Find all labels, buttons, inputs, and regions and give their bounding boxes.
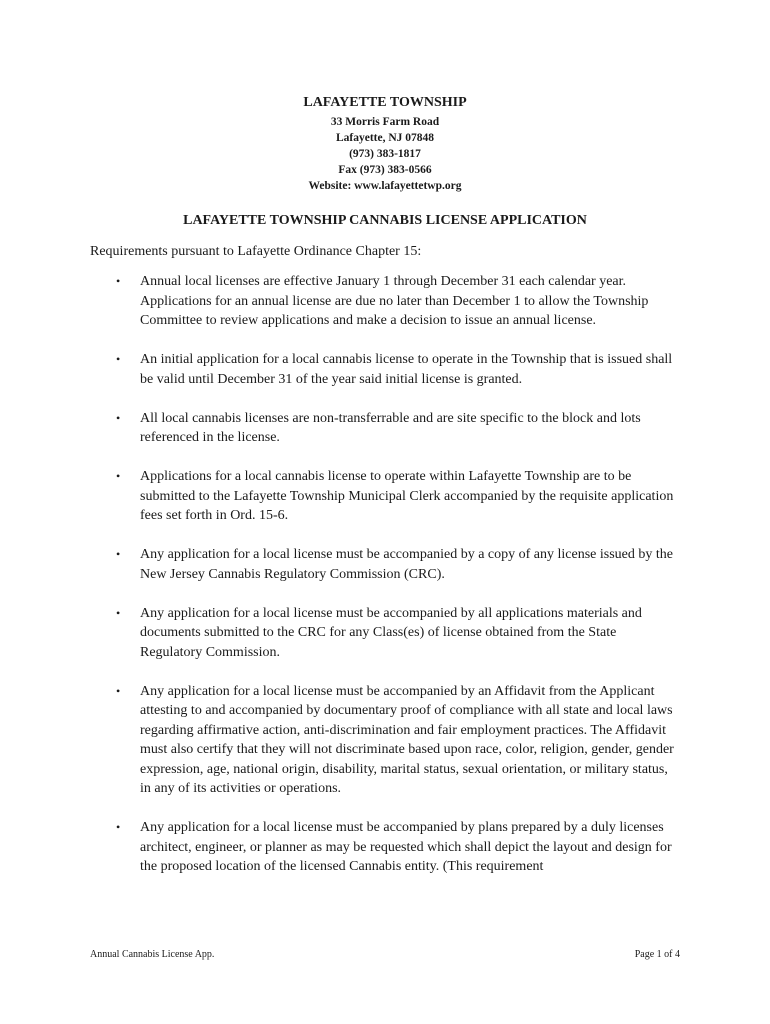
website: Website: www.lafayettetwp.org bbox=[308, 180, 462, 192]
list-item bbox=[0, 604, 770, 663]
requirement-text: Any application for a local license must be accompanied by an Affidavit from the Applicant attesting to and accompanied by documentary proof of compliance with all state and local laws regarding affirmative action, anti-discrimination and fair employment practices. The Affidavit must also certify that they will not discriminate based upon race, color, religion, gender, gender expression, age, national origin, disability, marital status, sexual orientation, or military status, in any of its activities or operations. bbox=[140, 683, 674, 796]
list-item bbox=[0, 818, 770, 877]
requirement-text: Any application for a local license must be accompanied by all applications materials and documents submitted to the CRC for any Class(es) of license obtained from the State Regulatory Commission. bbox=[140, 605, 642, 660]
requirement-text: All local cannabis licenses are non-transferrable and are site specific to the block and lots referenced in the license. bbox=[140, 410, 641, 445]
bullet-icon: • bbox=[116, 605, 121, 620]
footer-page-number: Page 1 of 4 bbox=[634, 949, 680, 960]
requirement-text: Annual local licenses are effective January 1 through December 31 each calendar year. Applications for an annual license are due no later than December 1 to allow the Township Committee to review applications and make a decision to issue an annual license. bbox=[140, 274, 649, 328]
bullet-icon: • bbox=[116, 469, 121, 483]
fax-number: Fax (973) 383-0566 bbox=[338, 164, 432, 176]
city-state-zip: Lafayette, NJ 07848 bbox=[335, 132, 435, 144]
footer-document-name: Annual Cannabis License App. bbox=[90, 949, 215, 960]
bullet-icon: • bbox=[116, 547, 121, 561]
document-title: LAFAYETTE TOWNSHIP CANNABIS LICENSE APPLICATION bbox=[183, 213, 587, 228]
phone-number: (973) 383-1817 bbox=[349, 148, 421, 160]
street-address: 33 Morris Farm Road bbox=[330, 116, 440, 128]
list-item bbox=[0, 409, 770, 448]
requirements-intro: Requirements pursuant to Lafayette Ordinance Chapter 15: bbox=[90, 244, 422, 259]
list-item bbox=[0, 467, 770, 526]
bullet-icon: • bbox=[116, 683, 121, 698]
requirement-text: Any application for a local license must be accompanied by a copy of any license issued by the New Jersey Cannabis Regulatory Commission (CRC). bbox=[140, 547, 673, 582]
requirement-text: Applications for a local cannabis license to operate within Lafayette Township are to be submitted to the Lafayette Township Municipal Clerk accompanied by the requisite application fees set forth in Ord. 15-6. bbox=[140, 469, 674, 523]
requirements-list bbox=[0, 272, 770, 896]
letterhead bbox=[0, 94, 770, 194]
requirement-text: An initial application for a local cannabis license to operate in the Township that is issued shall be valid until December 31 of the year said initial license is granted. bbox=[140, 352, 673, 387]
list-item bbox=[0, 545, 770, 584]
township-name: LAFAYETTE TOWNSHIP bbox=[303, 95, 467, 110]
list-item bbox=[0, 682, 770, 799]
bullet-icon: • bbox=[116, 352, 121, 366]
bullet-icon: • bbox=[116, 410, 121, 425]
requirement-text: Any application for a local license must be accompanied by plans prepared by a duly licenses architect, engineer, or planner as may be requested which shall depict the layout and design for the proposed location of the licensed Cannabis entity. (This requirement bbox=[140, 820, 672, 874]
list-item bbox=[0, 272, 770, 331]
bullet-icon: • bbox=[116, 820, 121, 834]
list-item bbox=[0, 350, 770, 389]
bullet-icon: • bbox=[116, 274, 121, 288]
